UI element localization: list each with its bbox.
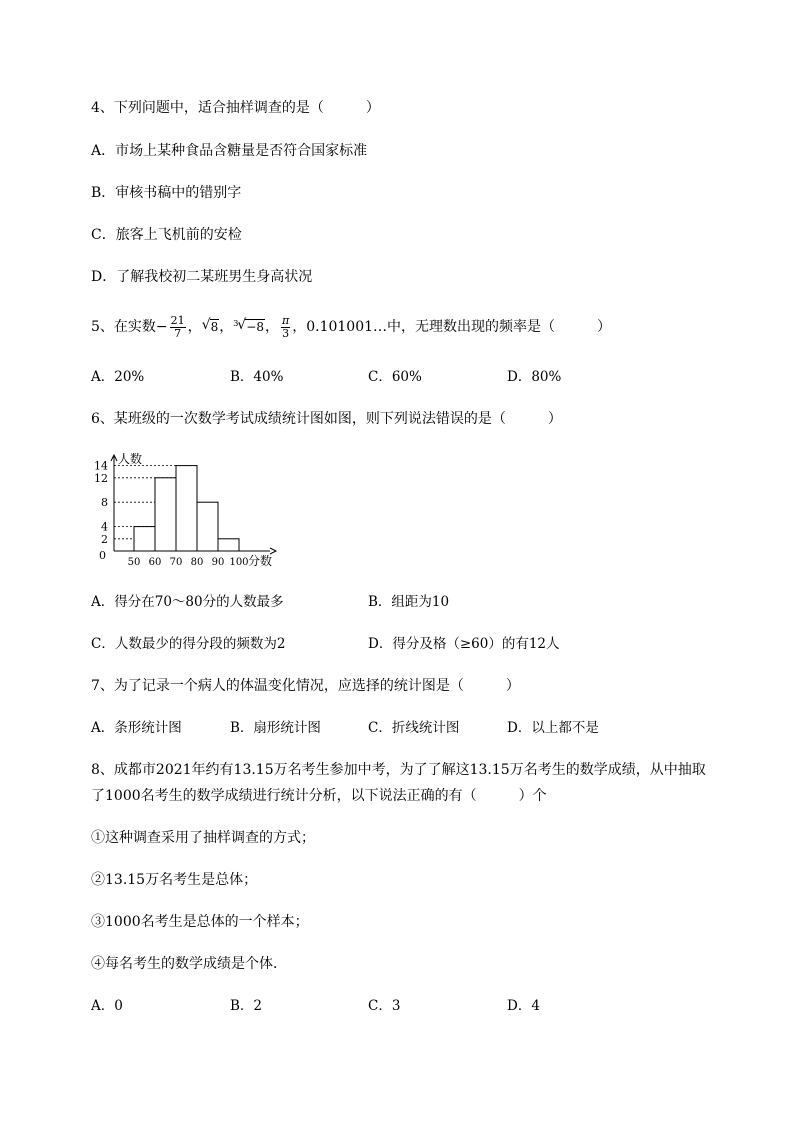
- q5-option-b: B．40%: [230, 369, 284, 385]
- separator: ，: [264, 319, 279, 335]
- fraction-21-over-7: [170, 315, 186, 340]
- fraction-numerator: π: [281, 313, 290, 327]
- q8-option-b: B．2: [230, 998, 263, 1014]
- q7-option-a: A．条形统计图: [91, 720, 182, 736]
- x-tick-label-60: 60: [148, 557, 162, 568]
- y-tick-label-8: 8: [101, 496, 108, 510]
- q8-statement-3: ③1000名考生是总体的一个样本；: [91, 914, 309, 930]
- q5-prefix: 5、在实数−: [91, 319, 168, 335]
- q8-option-c: C．3: [368, 998, 401, 1014]
- x-tick-label-80: 80: [190, 557, 204, 568]
- q8-stem-line2: 了1000名考生的数学成绩进行统计分析，以下说法正确的有（ ）个: [91, 788, 547, 804]
- fraction-denominator: 7: [174, 326, 182, 340]
- q8-stem-line1: 8、成都市2021年约有13.15万名考生参加中考，为了了解这13.15万名考生的数学成绩，从中抽取: [91, 762, 706, 778]
- q6-option-c: C．人数最少的得分段的频数为2: [91, 636, 286, 652]
- q4-stem: 4、下列问题中，适合抽样调查的是（ ）: [91, 100, 380, 116]
- q6-option-a: A．得分在70～80分的人数最多: [91, 594, 284, 610]
- bar-70-80: [176, 466, 197, 551]
- separator: ，: [219, 319, 234, 335]
- y-tick-label-14: 14: [94, 459, 108, 473]
- root-index: 3: [233, 319, 239, 328]
- q8-statement-2: ②13.15万名考生是总体；: [91, 872, 258, 888]
- q8-statement-4: ④每名考生的数学成绩是个体．: [91, 956, 287, 972]
- x-tick-label-70: 70: [169, 557, 183, 568]
- q5-option-d: D．80%: [507, 369, 562, 385]
- y-tick-label-2: 2: [101, 532, 108, 546]
- bar-60-70: [155, 478, 176, 551]
- q5-option-c: C．60%: [368, 369, 422, 385]
- fraction-numerator: 21: [170, 313, 185, 327]
- q7-option-b: B．扇形统计图: [230, 720, 321, 736]
- q8-option-d: D．4: [507, 998, 540, 1014]
- x-tick-label-100: 100: [229, 557, 249, 568]
- separator: ，: [187, 319, 202, 335]
- bar-50-60: [134, 527, 155, 551]
- score-histogram: [92, 451, 282, 571]
- q6-option-d: D．得分及格（≥60）的有12人: [368, 636, 560, 652]
- q6-option-b: B．组距为10: [368, 594, 450, 610]
- q4-option-c: C．旅客上飞机前的安检: [91, 227, 242, 243]
- radicand: −8: [246, 320, 264, 334]
- bar-90-100: [218, 539, 239, 551]
- x-tick-label-90: 90: [211, 557, 225, 568]
- q4-option-a: A．市场上某种食品含糖量是否符合国家标准: [91, 143, 368, 159]
- q4-option-b: B．审核书稿中的错别字: [91, 185, 242, 201]
- q5-stem: [91, 314, 611, 340]
- fraction-denominator: 3: [282, 326, 290, 340]
- y-tick-label-0: 0: [99, 549, 106, 562]
- square-root: √ 8: [201, 317, 219, 334]
- q7-option-d: D．以上都不是: [507, 720, 599, 736]
- y-axis-title: 人数: [118, 452, 143, 466]
- q8-statement-1: ①这种调查采用了抽样调查的方式；: [91, 830, 315, 846]
- radicand: 8: [210, 320, 219, 334]
- x-tick-label-50: 50: [127, 557, 141, 568]
- q5-suffix: ，0.101001…中，无理数出现的频率是（ ）: [292, 319, 612, 335]
- y-tick-label-12: 12: [94, 471, 108, 485]
- q6-stem: 6、某班级的一次数学考试成绩统计图如图，则下列说法错误的是（ ）: [91, 411, 562, 427]
- bar-80-90: [197, 502, 218, 551]
- q7-option-c: C．折线统计图: [368, 720, 460, 736]
- q8-option-a: A．0: [91, 998, 123, 1014]
- y-tick-label-4: 4: [101, 520, 108, 534]
- fraction-pi-over-3: [281, 315, 290, 340]
- cube-root: 3 √ −8: [237, 314, 265, 340]
- q4-option-d: D．了解我校初二某班男生身高状况: [91, 269, 313, 285]
- q5-option-a: A．20%: [91, 369, 145, 385]
- q7-stem: 7、为了记录一个病人的体温变化情况，应选择的统计图是（ ）: [91, 678, 520, 694]
- x-axis-title: 分数: [248, 554, 273, 568]
